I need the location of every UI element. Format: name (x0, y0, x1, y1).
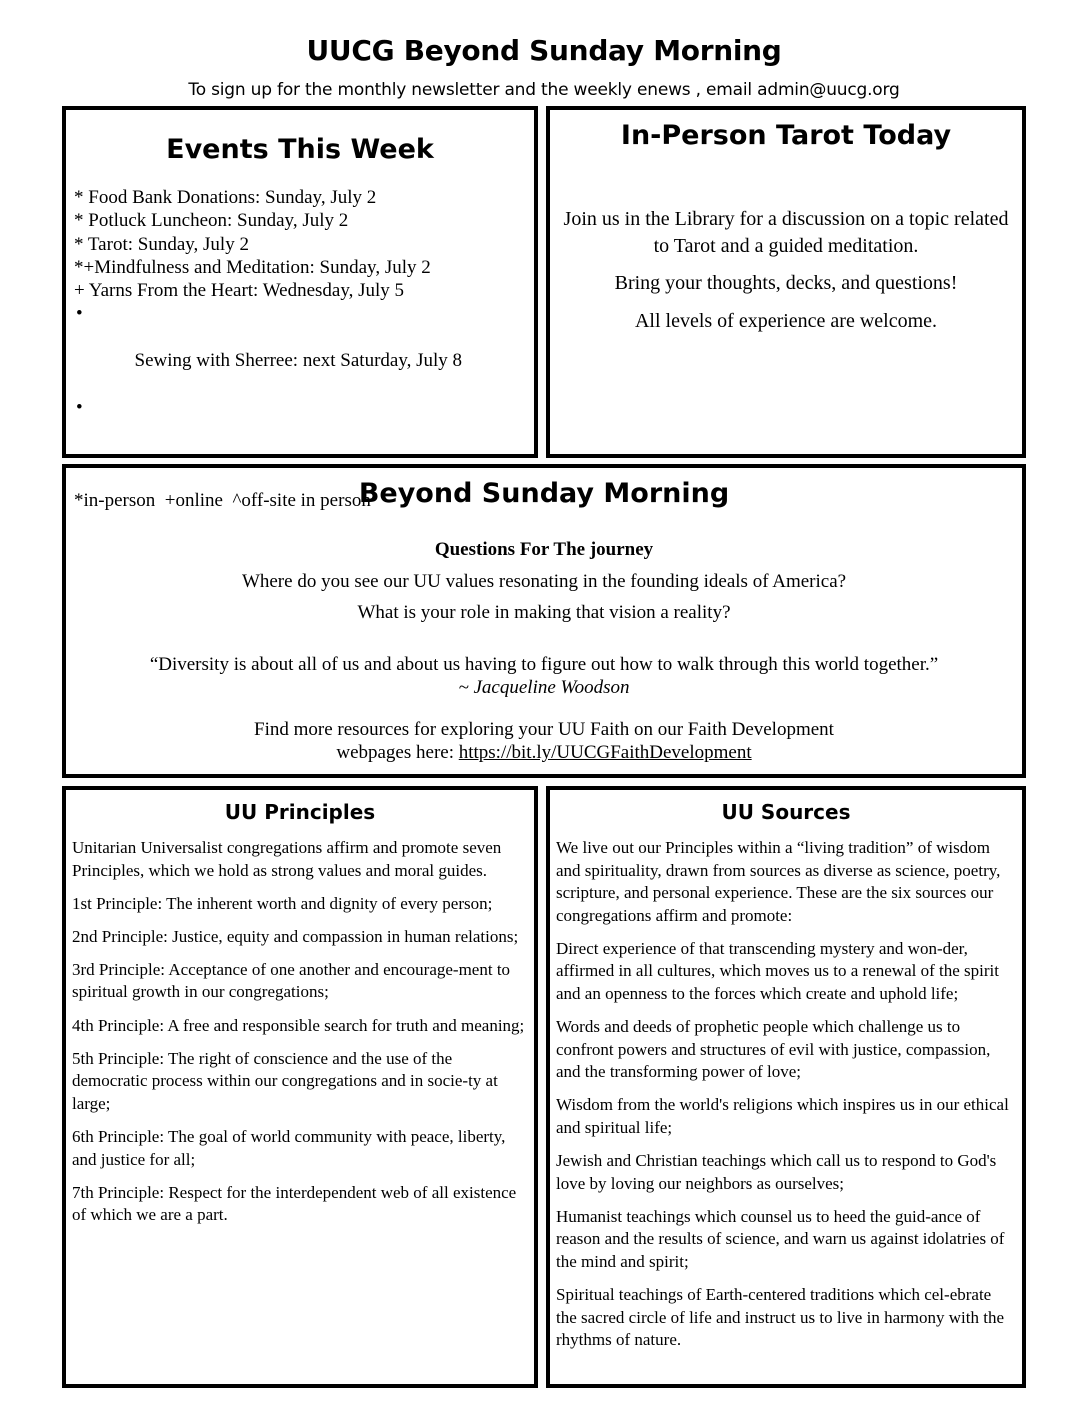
principles-body (72, 837, 528, 1237)
event-bullet-item (74, 302, 462, 395)
quote-author: ~ Jacqueline Woodson (458, 677, 630, 698)
source-item: Direct experience of that transcending mystery and won-der, affirmed in all cultures, which moves us to a renewal of the spirit and an openness to the forces which create and uphold life; (556, 938, 999, 1004)
beyond-content (66, 538, 1022, 765)
event-bullet-text: Sewing with Sherree: next Saturday, July 8 (134, 350, 463, 372)
bullet-icon: • (76, 303, 83, 325)
page-title: UUCG Beyond Sunday Morning (306, 34, 782, 67)
events-legend: *in-person +online ^off-site in person (74, 489, 371, 511)
tarot-body (556, 206, 1016, 345)
sources-heading: UU Sources (721, 800, 851, 824)
tarot-box (546, 106, 1026, 458)
principle-item: 3rd Principle: Acceptance of one another and encourage-ment to spiritual growth in our congregations; (72, 959, 511, 1002)
signup-notice: To sign up for the monthly newsletter and the weekly enews , email admin@uucg.org (188, 80, 900, 100)
event-item: * Tarot: Sunday, July 2 (74, 233, 249, 255)
event-item: * Food Bank Donations: Sunday, July 2 (74, 187, 377, 208)
event-item: *+Mindfulness and Meditation: Sunday, July 2 (74, 256, 431, 278)
beyond-heading: Beyond Sunday Morning (358, 478, 730, 509)
faith-development-link[interactable]: https://bit.ly/UUCGFaithDevelopment (458, 742, 752, 763)
tarot-paragraph: Bring your thoughts, decks, and questions! (614, 272, 958, 294)
source-item: Words and deeds of prophetic people which challenge us to confront powers and structures of evil with justice, compassion, and the transforming power of love; (556, 1017, 991, 1082)
principles-box (62, 786, 538, 1388)
principle-item: 2nd Principle: Justice, equity and compassion in human relations; (72, 926, 519, 946)
principle-item: 7th Principle: Respect for the interdependent web of all existence of which we are a part. (72, 1182, 517, 1225)
tarot-paragraph: Join us in the Library for a discussion on a topic related to Tarot and a guided meditation. (563, 208, 1009, 257)
principles-intro: Unitarian Universalist congregations affirm and promote seven Principles, which we hold as strong values and moral guides. (72, 838, 502, 880)
source-item: Jewish and Christian teachings which call us to respond to God's love by loving our neighbors as ourselves; (556, 1151, 997, 1193)
quote: “Diversity is about all of us and about us having to figure out how to walk through this world together.” (149, 653, 939, 675)
tarot-paragraph: All levels of experience are welcome. (634, 309, 938, 332)
source-item: Humanist teachings which counsel us to heed the guid-ance of reason and the results of science, and warn us against idolatries of the mind and spirit; (556, 1206, 1005, 1271)
sources-box (546, 786, 1026, 1388)
beyond-box (62, 464, 1026, 778)
resources-link-line (66, 741, 1022, 765)
principle-item: 4th Principle: A free and responsible search for truth and meaning; (72, 1015, 525, 1035)
questions-title: Questions For The journey (434, 539, 654, 560)
sources-intro: We live out our Principles within a “living tradition” of wisdom and spirituality, drawn from sources as diverse as science, poetry, scripture, and personal experience. These are the six sources our congregations affirm and promote: (556, 838, 1001, 925)
question-1: Where do you see our UU values resonating in the founding ideals of America? (241, 570, 847, 592)
principle-item: 1st Principle: The inherent worth and dignity of every person; (72, 893, 493, 913)
event-item: + Yarns From the Heart: Wednesday, July 5 (74, 280, 405, 302)
tarot-heading: In-Person Tarot Today (620, 120, 952, 151)
bullet-icon: • (76, 396, 83, 418)
events-heading: Events This Week (166, 134, 434, 165)
events-box (62, 106, 538, 511)
question-2: What is your role in making that vision a reality? (357, 602, 731, 623)
source-item: Spiritual teachings of Earth-centered traditions which cel-ebrate the sacred circle of life and instruct us to live in harmony with the rhythms of nature. (556, 1285, 1005, 1350)
principle-item: 5th Principle: The right of conscience and the use of the democratic process within our congregations and in socie-ty at large; (72, 1048, 498, 1113)
resources-prefix: webpages here: (336, 742, 459, 763)
principles-heading: UU Principles (224, 800, 376, 824)
resources-line: Find more resources for exploring your UU Faith on our Faith Development (254, 718, 834, 740)
sources-body (556, 837, 1016, 1362)
event-item: * Potluck Luncheon: Sunday, July 2 (74, 210, 349, 232)
principle-item: 6th Principle: The goal of world community with peace, liberty, and justice for all; (72, 1126, 506, 1169)
source-item: Wisdom from the world's religions which inspires us in our ethical and spiritual life; (556, 1095, 1009, 1138)
